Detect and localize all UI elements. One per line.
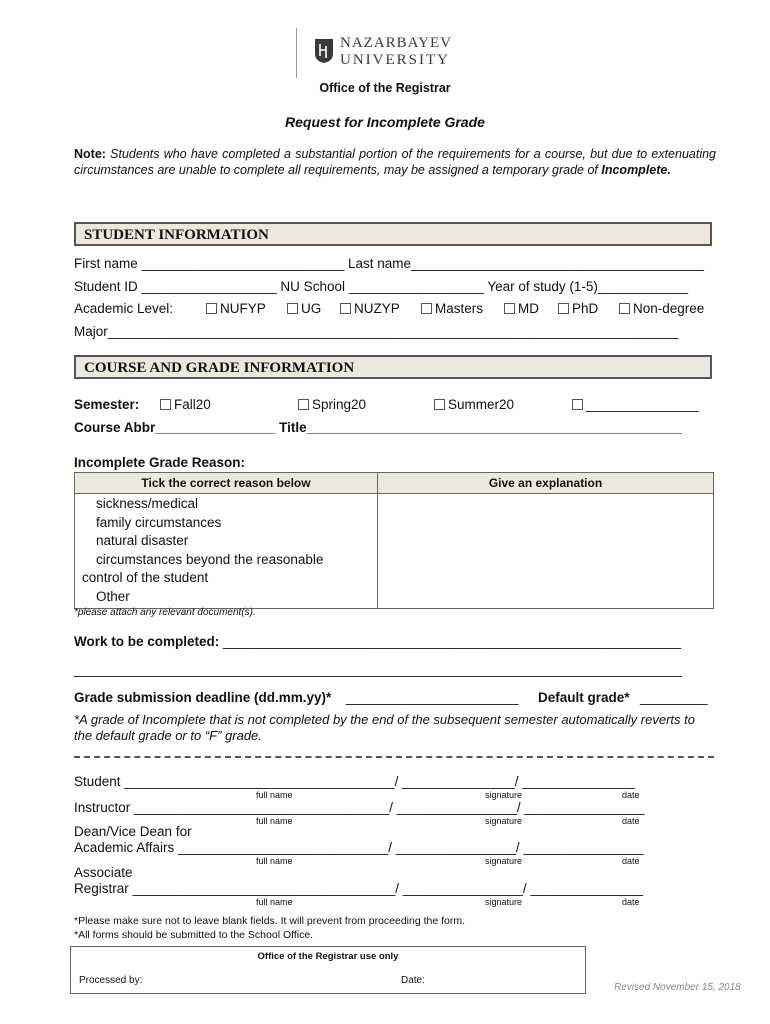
level-label: NUZYP [354,301,400,316]
level-option-nufyp[interactable] [206,301,266,316]
student-section-header: STUDENT INFORMATION [74,222,712,246]
university-logo [296,26,476,80]
university-crest-icon [314,38,334,64]
reason-table [74,472,714,609]
level-label: NUFYP [220,301,266,316]
reason-family[interactable]: family circumstances [96,514,222,530]
reason-other[interactable]: Other [96,588,130,604]
student-id-row[interactable]: Student ID __________________ NU School __________________ Year of study (1-5)____________ [74,279,689,294]
deadline-label: Grade submission deadline (dd.mm.yy)* [74,690,332,705]
caption-full-name: full name [256,856,293,866]
checkbox[interactable] [558,303,569,314]
note-emphasis: Incomplete. [601,163,671,177]
explanation-column-header: Give an explanation [378,473,714,494]
level-label: PhD [572,301,599,316]
office-title: Office of the Registrar [319,81,451,95]
level-label: MD [518,301,539,316]
dean-label: Dean/Vice Dean for [74,824,192,839]
major-row[interactable]: Major____________________________________________________________________________ [74,324,679,339]
form-note [74,146,716,178]
semester-option-spring[interactable] [298,397,366,412]
registrar-box-title: Office of the Registrar use only [257,951,399,962]
footer-note-1: *Please make sure not to leave blank fields. It will prevent from proceeding the form. [74,915,466,927]
form-title: Request for Incomplete Grade [285,114,485,130]
assoc-label: Associate [74,865,133,880]
level-option-non-degree[interactable] [619,301,704,316]
default-grade-label: Default grade* [538,690,630,705]
work-line[interactable]: _____________________________________________________________ [223,634,682,649]
academic-level-label: Academic Level: [74,301,174,316]
caption-full-name: full name [256,790,293,800]
default-grade-note: *A grade of Incomplete that is not completed by the end of the subsequent semester automatically reverts to the default grade or to “F” grade. [74,712,695,743]
reason-beyond-control[interactable]: circumstances beyond the reasonable [96,551,324,567]
semester-label: Semester: [74,397,140,412]
level-option-md[interactable] [504,301,539,316]
checkbox[interactable] [340,303,351,314]
caption-signature: signature [485,816,523,826]
registrar-use-box [70,946,586,994]
semester-option-fall[interactable] [160,397,211,412]
student-signature-row[interactable]: Student ____________________________________/ _______________/ _______________ [74,774,635,789]
checkbox[interactable] [287,303,298,314]
name-row[interactable]: First name ___________________________ Last name_______________________________________ [74,256,704,271]
note-text: Students who have completed a substantial portion of the requirements for a course, but due to extenuating circumstances are unable to complete all requirements, may be assigned a temporary grade of [74,147,717,177]
level-label: Masters [435,301,484,316]
semester-text: _______________ [586,397,699,412]
level-option-nuzyp[interactable] [340,301,400,316]
explanation-input[interactable] [378,494,714,609]
attach-note: *please attach any relevant document(s). [74,607,256,618]
caption-date: date [622,856,640,866]
level-label: Non-degree [633,301,705,316]
checkbox[interactable] [160,399,171,410]
registrar-signature-row[interactable]: Registrar ___________________________________/ ________________/ _______________ [74,881,644,896]
footer-note-2: *All forms should be submitted to the School Office. [74,929,314,941]
checkbox[interactable] [206,303,217,314]
course-section-header: COURSE AND GRADE INFORMATION [74,355,712,379]
caption-signature: signature [485,897,523,907]
caption-signature: signature [485,790,523,800]
checkbox[interactable] [421,303,432,314]
caption-full-name: full name [256,897,293,907]
checkbox[interactable] [434,399,445,410]
caption-full-name: full name [256,816,293,826]
dean-signature-row[interactable]: Academic Affairs ____________________________/ ________________/ ________________ [74,840,644,855]
semester-option-summer[interactable] [434,397,514,412]
work-line-2[interactable]: _________________________________________________________________________________ [74,662,683,677]
caption-date: date [622,790,640,800]
caption-date: date [622,816,640,826]
semester-text: Summer20 [448,397,515,412]
level-option-ug[interactable] [287,301,321,316]
semester-option-other[interactable] [572,397,699,412]
date-label: Date: [401,975,425,986]
caption-date: date [622,897,640,907]
caption-signature: signature [485,856,523,866]
reason-disaster[interactable]: natural disaster [96,533,189,549]
reason-options-cell [75,494,378,609]
level-option-masters[interactable] [421,301,483,316]
logo-divider [296,28,297,78]
reason-sickness[interactable]: sickness/medical [96,496,199,511]
revision-date: Revised November 15, 2018 [614,982,741,993]
semester-text: Spring20 [312,397,367,412]
course-row[interactable]: Course Abbr________________ Title__________________________________________________ [74,420,683,435]
semester-text: Fall20 [174,397,211,412]
separator [74,756,714,758]
deadline-input[interactable]: _______________________ [346,690,519,705]
checkbox[interactable] [619,303,630,314]
reason-beyond-control-cont: control of the student [82,570,209,586]
work-row[interactable] [74,634,681,649]
reason-column-header: Tick the correct reason below [75,473,378,494]
level-label: UG [301,301,322,316]
processed-by-label: Processed by: [79,975,143,986]
instructor-signature-row[interactable]: Instructor __________________________________/ ________________/ ________________ [74,800,645,815]
note-label: Note: [74,147,106,161]
work-label: Work to be completed: [74,634,220,649]
reason-label: Incomplete Grade Reason: [74,455,246,470]
logo-text-line1: NAZARBAYEV [340,35,452,51]
level-option-phd[interactable] [558,301,598,316]
logo-text-line2: UNIVERSITY [340,52,450,68]
checkbox[interactable] [504,303,515,314]
checkbox[interactable] [572,399,583,410]
checkbox[interactable] [298,399,309,410]
default-grade-input[interactable]: _________ [640,690,708,705]
